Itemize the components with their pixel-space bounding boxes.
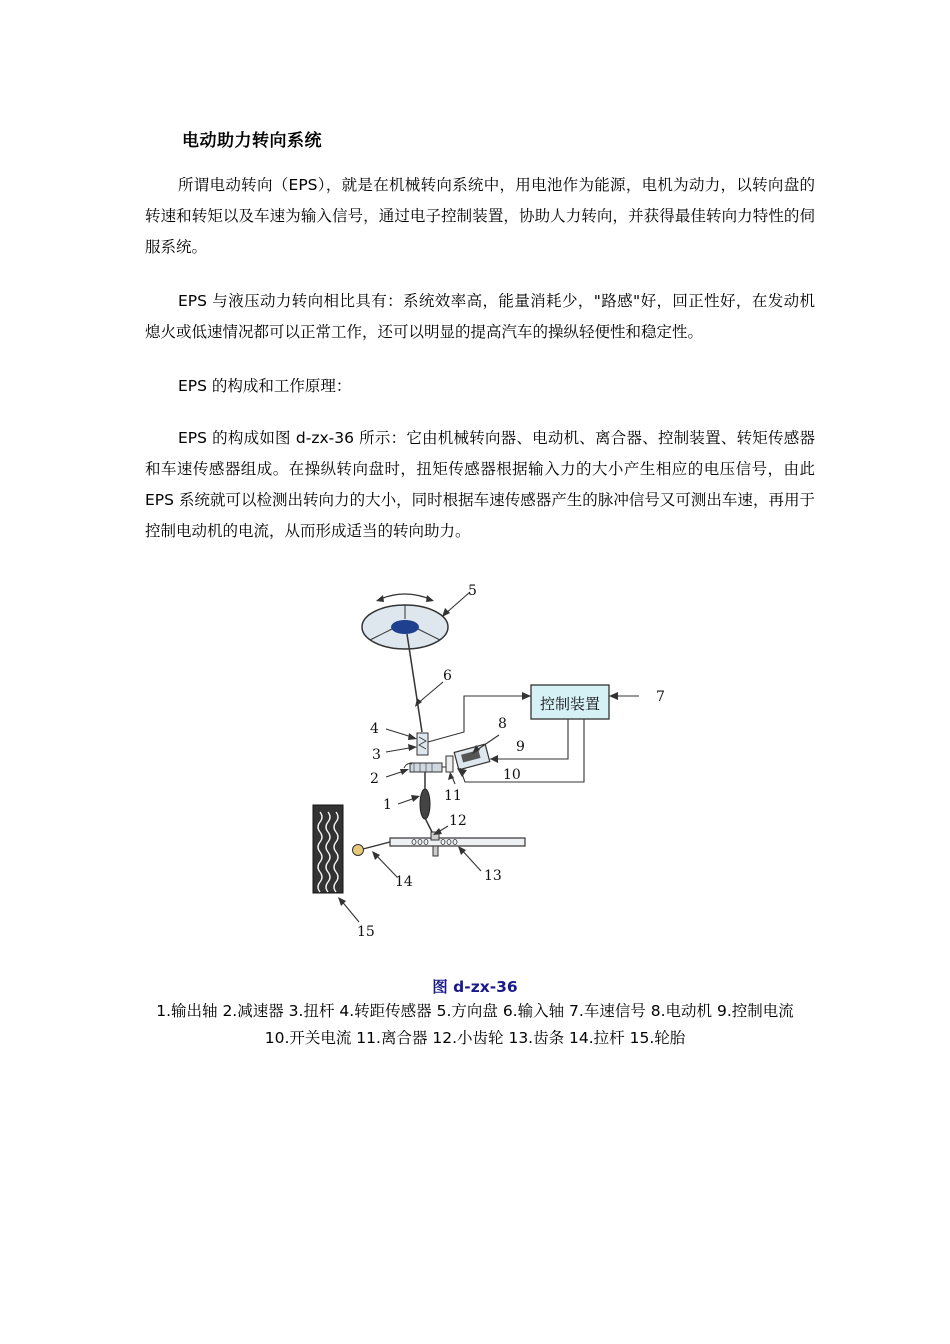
label-4: 4 [370, 721, 379, 737]
figure-caption-legend: 1.输出轴 2.减速器 3.扭杆 4.转距传感器 5.方向盘 6.输入轴 7.车速信号 8.电动机 9.控制电流 10.开关电流 11.离合器 12.小齿轮 13.齿条 14.拉杆 15.轮胎 [156, 1002, 794, 1047]
tie-rod-knob [353, 845, 364, 856]
label-5: 5 [468, 583, 477, 599]
page-title: 电动助力转向系统 [182, 131, 322, 151]
figure-caption-title: 图 d-zx-36 [432, 978, 518, 996]
steering-hub [391, 620, 419, 634]
label-15: 15 [357, 924, 375, 940]
label-8: 8 [498, 716, 507, 732]
paragraph-definition: 所谓电动转向（EPS），就是在机械转向系统中，用电池作为能源，电机为动力，以转向盘的转速和转矩以及车速为输入信号，通过电子控制装置，协助人力转向，并获得最佳转向力特性的伺服系统。 [145, 176, 815, 256]
clutch [446, 756, 453, 772]
control-box-label: 控制装置 [539, 695, 601, 713]
label-6: 6 [443, 668, 452, 684]
label-2: 2 [370, 771, 379, 787]
torque-sensor [417, 733, 428, 755]
label-1: 1 [383, 797, 392, 813]
label-11: 11 [444, 788, 462, 804]
eps-diagram [300, 572, 680, 947]
label-14: 14 [395, 874, 413, 890]
label-13: 13 [484, 868, 502, 884]
label-7: 7 [656, 689, 665, 705]
label-3: 3 [372, 747, 381, 763]
output-shaft [420, 789, 430, 819]
label-12: 12 [449, 813, 467, 829]
steering-rack [390, 838, 525, 846]
paragraph-heading-principle: EPS 的构成和工作原理： [178, 377, 352, 395]
tie-rod [363, 842, 390, 849]
eps-diagram-svg [300, 572, 680, 947]
paragraph-comparison: EPS 与液压动力转向相比具有：系统效率高，能量消耗少，"路感"好，回正性好，在发动机熄火或低速情况都可以正常工作，还可以明显的提高汽车的操纵轻便性和稳定性。 [145, 292, 815, 341]
label-9: 9 [516, 739, 525, 755]
label-10: 10 [503, 767, 521, 783]
paragraph-composition: EPS 的构成如图 d-zx-36 所示：它由机械转向器、电动机、离合器、控制装置、转矩传感器和车速传感器组成。在操纵转向盘时，扭矩传感器根据输入力的大小产生相应的电压信号，由此 EPS 系统就可以检测出转向力的大小，同时根据车速传感器产生的脉冲信号又可测出车速，再用于控制电动机的电流，从而形成适当的转向助力。 [145, 429, 815, 540]
